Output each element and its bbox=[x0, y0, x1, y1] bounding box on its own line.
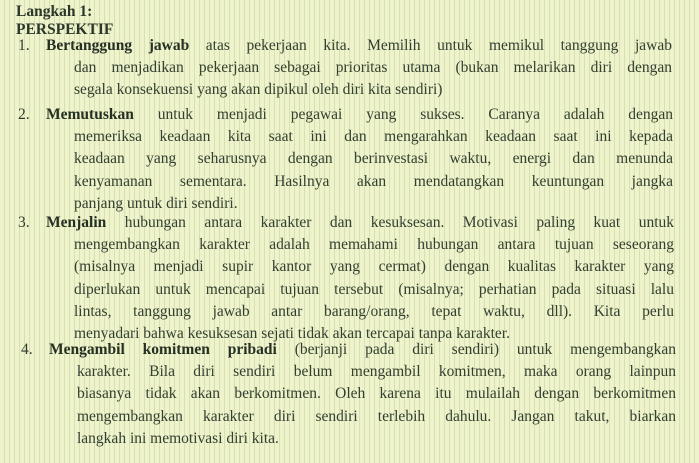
list-item-number: 2. bbox=[18, 106, 30, 123]
list-item-line bbox=[77, 361, 676, 383]
list-item-line bbox=[74, 79, 672, 101]
list-item-text: karakter. Bila diri sendiri belum mengambil komitmen, maka orang lainpun bbox=[77, 363, 676, 381]
list-item-text: (misalnya menjadi supir kantor yang cermat) dengan kualitas karakter yang bbox=[74, 258, 674, 276]
list-item-text: dan menjadikan pekerjaan sebagai prioritas utama (bukan melarikan diri dengan bbox=[74, 59, 672, 77]
list-item-line bbox=[74, 279, 674, 301]
list-item-number: 3. bbox=[18, 214, 30, 231]
list-item-keyword: Memutuskan bbox=[46, 106, 134, 123]
list-item-line bbox=[74, 301, 674, 323]
list-item-text: kenyamanan sementara. Hasilnya akan mendatangkan keuntungan jangka bbox=[74, 172, 673, 190]
list-item-line bbox=[74, 256, 674, 278]
list-item-text: langkah ini memotivasi diri kita. bbox=[77, 429, 279, 447]
list-item-line bbox=[77, 428, 676, 450]
list-item-text: memeriksa keadaan kita saat ini dan mengarahkan keadaan saat ini kepada bbox=[74, 128, 673, 146]
list-item-line bbox=[49, 339, 676, 361]
list-item-number: 4. bbox=[21, 341, 33, 358]
list-item-text: untuk menjadi pegawai yang sukses. Caranya adalah dengan bbox=[133, 106, 673, 123]
list-item-line bbox=[74, 126, 673, 148]
list-item-text: mengembangkan karakter diri sendiri terlebih dahulu. Jangan takut, biarkan bbox=[77, 407, 676, 425]
list-item-keyword: Menjalin bbox=[46, 214, 107, 231]
list-item-keyword: Mengambil komitmen pribadi bbox=[49, 341, 277, 358]
step-heading: Langkah 1: bbox=[16, 3, 93, 20]
list-item-keyword: Bertanggung jawab bbox=[46, 37, 190, 54]
list-item-text: segala konsekuensi yang akan dipikul oleh diri kita sendiri) bbox=[74, 81, 443, 99]
section-heading: PERSPEKTIF bbox=[16, 21, 114, 38]
list-item-text: keadaan yang seharusnya dengan berinvestasi waktu, energi dan menunda bbox=[74, 150, 673, 168]
list-item-text: panjang untuk diri sendiri. bbox=[74, 194, 238, 212]
list-item-text: biasanya tidak akan berkomitmen. Oleh karena itu mulailah dengan berkomitmen bbox=[77, 385, 676, 403]
list-item-line bbox=[46, 35, 672, 57]
list-item-text: mengembangkan karakter adalah memahami hubungan antara tujuan seseorang bbox=[74, 236, 674, 254]
list-item-text: hubungan antara karakter dan kesuksesan. Motivasi paling kuat untuk bbox=[106, 214, 674, 231]
list-item-line bbox=[74, 171, 673, 193]
list-item-line bbox=[74, 234, 674, 256]
list-item-text: (berjanji pada diri sendiri) untuk mengembangkan bbox=[276, 341, 676, 358]
list-item-number: 1. bbox=[18, 37, 30, 54]
list-item-text: lintas, tanggung jawab antar barang/orang, tepat waktu, dll). Kita perlu bbox=[74, 302, 674, 320]
list-item-text: diperlukan untuk mencapai tujuan tersebut (misalnya; perhatian pada situasi lalu bbox=[74, 280, 674, 298]
list-item-line bbox=[46, 104, 673, 126]
list-item-text: atas pekerjaan kita. Memilih untuk memikul tanggung jawab bbox=[189, 37, 672, 54]
list-item-line bbox=[46, 212, 674, 234]
list-item-line bbox=[74, 148, 673, 170]
list-item-line bbox=[77, 406, 676, 428]
list-item-line bbox=[77, 383, 676, 405]
list-item-line bbox=[74, 57, 672, 79]
list-item-text: menyadari bahwa kesuksesan sejati tidak akan tercapai tanpa karakter. bbox=[74, 325, 510, 342]
